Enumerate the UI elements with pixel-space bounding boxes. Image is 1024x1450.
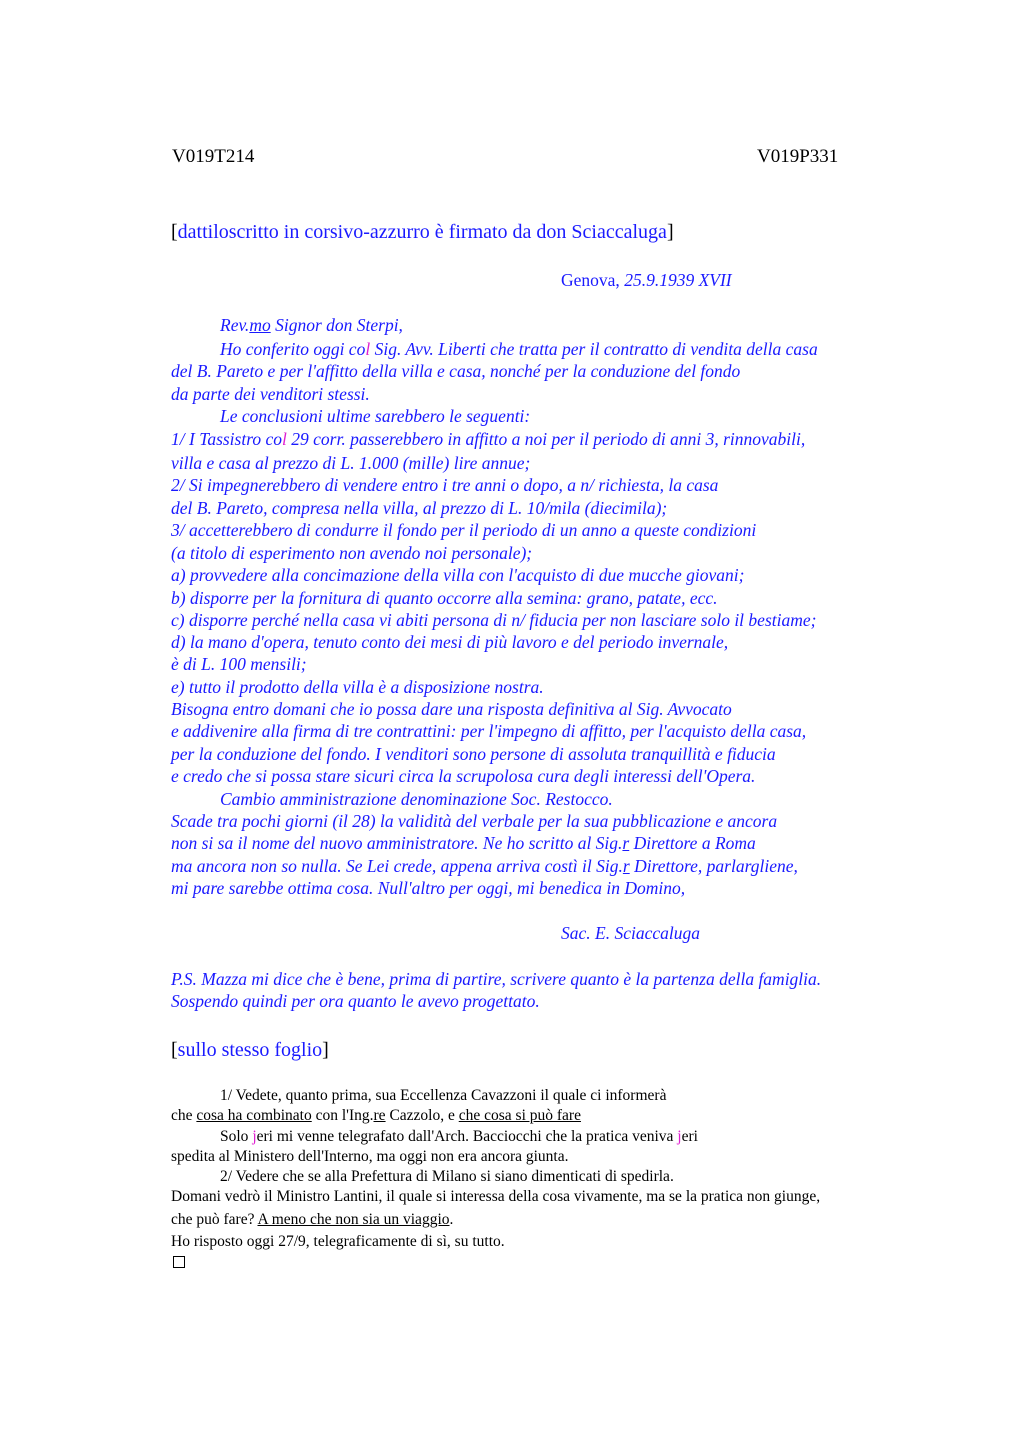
editor-note-text: sullo stesso foglio [177,1039,323,1061]
note-line: Ho risposto oggi 27/9, telegraficamente di sì, su tutto. [171,1233,505,1250]
letter-line: Scade tra pochi giorni (il 28) la validità del verbale per la sua pubblicazione e ancora [171,811,778,831]
editor-note-same-sheet: [sullo stesso foglio] [171,1039,329,1061]
letter-line: b) disporre per la fornitura di quanto occorre alla semina: grano, patate, ecc. [171,588,718,608]
note-line: 2/ Vedere che se alla Prefettura di Milano si siano dimenticati di spedirla. [220,1168,674,1185]
letter-line: e credo che si possa stare sicuri circa la scrupolosa cura degli interessi dell'Opera. [171,766,756,786]
letter-line: 1/ I Tassistro col 29 corr. passerebbero in affitto a noi per il periodo di anni 3, rinnovabili, [171,429,806,449]
header-right-code: V019P331 [757,146,839,167]
letter-date: 25.9.1939 XVII [624,270,732,290]
letter-line: mi pare sarebbe ottima cosa. Null'altro per oggi, mi benedica in Domino, [171,878,686,898]
letter-line: Ho conferito oggi col Sig. Avv. Liberti che tratta per il contratto di vendita della casa [220,339,818,359]
letter-line: (a titolo di esperimento non avendo noi personale); [171,543,533,563]
letter-signature: Sac. E. Sciaccaluga [561,923,700,943]
letter-line: Cambio amministrazione denominazione Soc. Restocco. [220,789,613,809]
letter-postscript: P.S. Mazza mi dice che è bene, prima di partire, scrivere quanto è la partenza della famiglia. [171,969,822,989]
letter-line: 2/ Si impegnerebbero di vendere entro i tre anni o dopo, a n/ richiesta, la casa [171,475,719,495]
letter-line: Le conclusioni ultime sarebbero le seguenti: [220,406,531,426]
note-line: Domani vedrò il Ministro Lantini, il quale si interessa della cosa vivamente, ma se la pratica non giunge, [171,1188,821,1205]
letter-postscript: Sospendo quindi per ora quanto le avevo progettato. [171,991,540,1011]
letter-line: è di L. 100 mensili; [171,654,307,674]
note-line: spedita al Ministero dell'Interno, ma oggi non era ancora giunta. [171,1148,569,1165]
letter-line: ma ancora non so nulla. Se Lei crede, appena arriva costì il Sig.r Direttore, parlargliene, [171,856,798,876]
letter-place: Genova, [561,270,625,290]
note-line: che cosa ha combinato con l'Ing.re Cazzolo, e che cosa si può fare [171,1107,581,1124]
note-line: che può fare? A meno che non sia un viaggio. [171,1211,454,1228]
editor-note-typescript: [dattiloscritto in corsivo-azzurro è firmato da don Sciaccaluga] [171,221,674,243]
letter-line: a) provvedere alla concimazione della villa con l'acquisto di due mucche giovani; [171,565,745,585]
letter-dateline [561,270,732,291]
letter-line: e addivenire alla firma di tre contrattini: per l'impegno di affitto, per l'acquisto della casa, [171,721,807,741]
note-line: Solo jeri mi venne telegrafato dall'Arch. Bacciocchi che la pratica veniva jeri [220,1128,698,1145]
header-left-code: V019T214 [172,146,255,167]
letter-line: per la conduzione del fondo. I venditori sono persone di assoluta tranquillità e fiducia [171,744,776,764]
letter-line: del B. Pareto e per l'affitto della villa e casa, nonché per la conduzione del fondo [171,361,741,381]
note-line: 1/ Vedete, quanto prima, sua Eccellenza Cavazzoni il quale ci informerà [220,1087,667,1104]
editor-note-text: dattiloscritto in corsivo-azzurro è firmato da don Sciaccaluga [177,221,667,243]
letter-line: e) tutto il prodotto della villa è a disposizione nostra. [171,677,544,697]
letter-line: 3/ accetterebbero di condurre il fondo per il periodo di un anno a queste condizioni [171,520,757,540]
letter-line: d) la mano d'opera, tenuto conto dei mesi di più lavoro e del periodo invernale, [171,632,729,652]
end-square-icon [173,1256,185,1268]
letter-line: non si sa il nome del nuovo amministratore. Ne ho scritto al Sig.r Direttore a Roma [171,833,756,853]
letter-line: del B. Pareto, compresa nella villa, al prezzo di L. 10/mila (diecimila); [171,498,668,518]
letter-line: da parte dei venditori stessi. [171,384,370,404]
letter-line: villa e casa al prezzo di L. 1.000 (mille) lire annue; [171,453,531,473]
letter-salutation: Rev.mo Signor don Sterpi, [220,315,403,335]
letter-line: c) disporre perché nella casa vi abiti persona di n/ fiducia per non lasciare solo il bestiame; [171,610,817,630]
letter-line: Bisogna entro domani che io possa dare una risposta definitiva al Sig. Avvocato [171,699,732,719]
